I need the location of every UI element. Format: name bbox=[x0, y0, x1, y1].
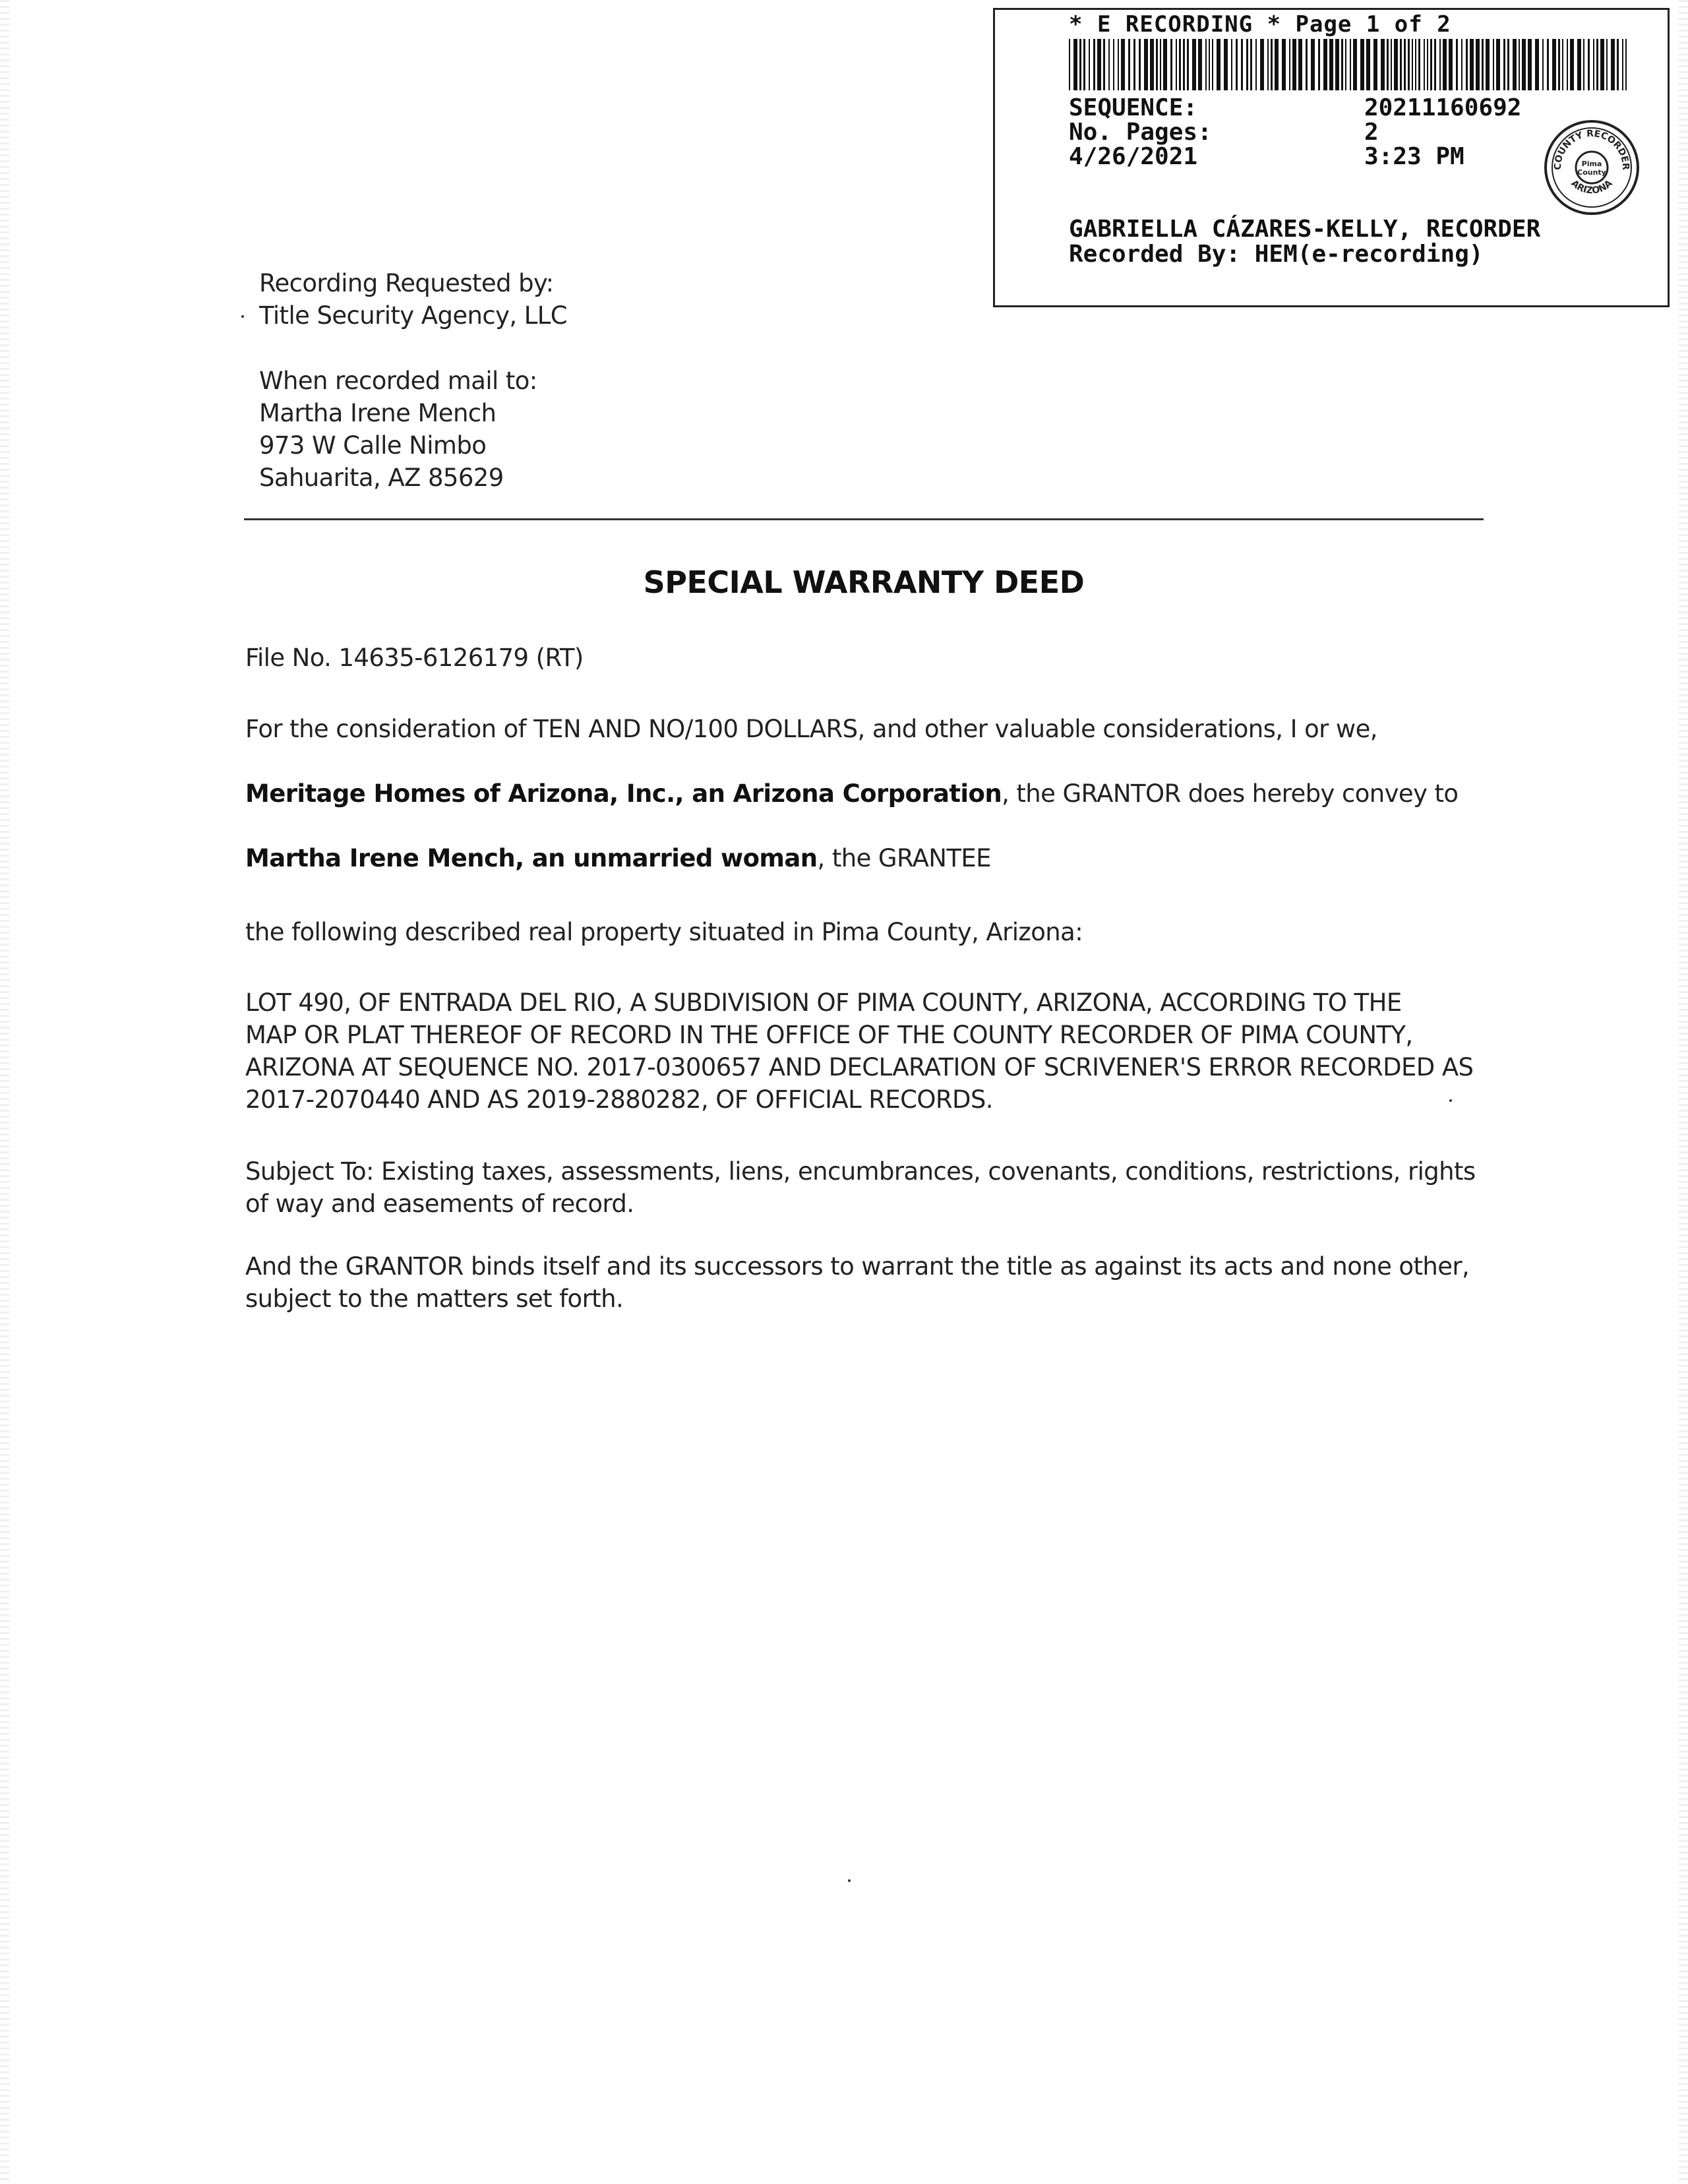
barcode-bar bbox=[1373, 39, 1377, 90]
barcode-bar bbox=[1542, 39, 1544, 90]
barcode-bar bbox=[1298, 39, 1302, 90]
scan-speck bbox=[1449, 1099, 1452, 1102]
barcode-bar bbox=[1192, 39, 1196, 90]
barcode-bar bbox=[1522, 39, 1526, 90]
barcode-bar bbox=[1275, 39, 1279, 90]
recorded-by: Recorded By: HEM(e-recording) bbox=[1069, 241, 1484, 268]
subject-line: of way and easements of record. bbox=[245, 1190, 634, 1218]
barcode-bar bbox=[1118, 39, 1119, 90]
barcode-bar bbox=[1255, 39, 1257, 90]
barcode-bar bbox=[1183, 39, 1185, 90]
barcode-bar bbox=[1496, 39, 1500, 90]
barcode-bar bbox=[1596, 39, 1598, 90]
barcode-bar bbox=[1470, 39, 1474, 90]
barcode-bar bbox=[1069, 39, 1070, 90]
barcode-bar bbox=[1513, 39, 1517, 90]
scan-edge-right bbox=[1679, 0, 1688, 2184]
legal-line: MAP OR PLAT THEREOF OF RECORD IN THE OFFICE OF THE COUNTY RECORDER OF PIMA COUNTY, bbox=[245, 1021, 1413, 1049]
barcode-bar bbox=[1224, 39, 1228, 90]
mail-to-city: Sahuarita, AZ 85629 bbox=[259, 464, 504, 492]
barcode-bar bbox=[1387, 39, 1389, 90]
barcode-bar bbox=[1083, 39, 1085, 90]
barcode-bar bbox=[1121, 39, 1125, 90]
barcode-bar bbox=[1507, 39, 1509, 90]
sequence-label: SEQUENCE: bbox=[1069, 94, 1198, 121]
barcode-bar bbox=[1625, 39, 1627, 90]
barcode-bar bbox=[1570, 39, 1574, 90]
requested-by-agency: Title Security Agency, LLC bbox=[259, 301, 567, 330]
mail-to-street: 973 W Calle Nimbo bbox=[259, 431, 487, 460]
barcode-bar bbox=[1427, 39, 1428, 90]
barcode-bar bbox=[1606, 39, 1608, 90]
county-recorder-seal-icon bbox=[1542, 118, 1641, 217]
barcode-bar bbox=[1430, 39, 1432, 90]
barcode-bar bbox=[1113, 39, 1114, 90]
recording-stamp bbox=[993, 8, 1670, 307]
barcode-bar bbox=[1503, 39, 1505, 90]
barcode-bar bbox=[1093, 39, 1095, 90]
barcode-bar bbox=[1404, 39, 1406, 90]
pages-value: 2 bbox=[1364, 119, 1379, 146]
pages-label: No. Pages: bbox=[1069, 119, 1212, 146]
barcode-bar bbox=[1311, 39, 1315, 90]
barcode-bar bbox=[1381, 39, 1385, 90]
scan-speck bbox=[848, 1879, 851, 1882]
barcode-bar bbox=[1482, 39, 1484, 90]
barcode-bar bbox=[1160, 39, 1161, 90]
barcode-bar bbox=[1073, 39, 1077, 90]
barcode-bar bbox=[1418, 39, 1420, 90]
barcode-bar bbox=[1144, 39, 1148, 90]
svg-text:County: County bbox=[1577, 168, 1606, 177]
barcode-bar bbox=[1466, 39, 1468, 90]
barcode bbox=[1069, 39, 1629, 90]
barcode-bar bbox=[1360, 39, 1364, 90]
barcode-bar bbox=[1528, 39, 1532, 90]
barcode-bar bbox=[1567, 39, 1568, 90]
barcode-bar bbox=[1289, 39, 1290, 90]
subject-to-clause bbox=[245, 1155, 1476, 1220]
barcode-bar bbox=[1558, 39, 1560, 90]
barcode-bar bbox=[1456, 39, 1458, 90]
barcode-bar bbox=[1128, 39, 1130, 90]
barcode-bar bbox=[1179, 39, 1181, 90]
barcode-bar bbox=[1366, 39, 1370, 90]
property-intro: the following described real property situated in Pima County, Arizona: bbox=[245, 918, 1083, 946]
barcode-bar bbox=[1318, 39, 1320, 90]
barcode-bar bbox=[1617, 39, 1619, 90]
barcode-bar bbox=[1562, 39, 1563, 90]
record-time: 3:23 PM bbox=[1364, 143, 1464, 170]
svg-text:COUNTY RECORDER: COUNTY RECORDER bbox=[1552, 128, 1631, 171]
barcode-bar bbox=[1205, 39, 1207, 90]
header-divider bbox=[244, 518, 1484, 520]
grantor-clause-rest: , the GRANTOR does hereby convey to bbox=[1002, 779, 1459, 808]
barcode-bar bbox=[1611, 39, 1615, 90]
scan-speck bbox=[241, 315, 244, 318]
barcode-bar bbox=[1089, 39, 1090, 90]
recorder-name: GABRIELLA CÁZARES-KELLY, RECORDER bbox=[1069, 216, 1541, 243]
barcode-bar bbox=[1231, 39, 1232, 90]
barcode-bar bbox=[1323, 39, 1327, 90]
barcode-bar bbox=[1163, 39, 1167, 90]
barcode-bar bbox=[1282, 39, 1286, 90]
grantee-name: Martha Irene Mench, an unmarried woman bbox=[245, 844, 818, 872]
stamp-header: * E RECORDING * Page 1 of 2 bbox=[1069, 11, 1451, 38]
barcode-bar bbox=[1241, 39, 1243, 90]
barcode-bar bbox=[1271, 39, 1273, 90]
barcode-bar bbox=[1108, 39, 1110, 90]
barcode-bar bbox=[1353, 39, 1357, 90]
document-title: SPECIAL WARRANTY DEED bbox=[643, 564, 1085, 600]
barcode-bar bbox=[1341, 39, 1343, 90]
legal-description bbox=[245, 986, 1473, 1116]
barcode-bar bbox=[1170, 39, 1172, 90]
legal-line: 2017-2070440 AND AS 2019-2880282, OF OFFICIAL RECORDS. bbox=[245, 1085, 993, 1114]
barcode-bar bbox=[1267, 39, 1269, 90]
consideration-clause: For the consideration of TEN AND NO/100 DOLLARS, and other valuable considerations, I or we, bbox=[245, 715, 1377, 743]
barcode-bar bbox=[1345, 39, 1346, 90]
barcode-bar bbox=[1519, 39, 1520, 90]
barcode-bar bbox=[1209, 39, 1210, 90]
barcode-bar bbox=[1583, 39, 1584, 90]
barcode-bar bbox=[1552, 39, 1556, 90]
grantor-clause bbox=[245, 779, 1458, 808]
barcode-bar bbox=[1097, 39, 1101, 90]
barcode-bar bbox=[1408, 39, 1410, 90]
barcode-bar bbox=[1439, 39, 1441, 90]
barcode-bar bbox=[1588, 39, 1590, 90]
barcode-bar bbox=[1329, 39, 1333, 90]
barcode-bar bbox=[1434, 39, 1436, 90]
record-date: 4/26/2021 bbox=[1069, 143, 1198, 170]
file-number: File No. 14635-6126179 (RT) bbox=[245, 644, 584, 672]
barcode-bar bbox=[1260, 39, 1264, 90]
legal-line: LOT 490, OF ENTRADA DEL RIO, A SUBDIVISION OF PIMA COUNTY, ARIZONA, ACCORDING TO THE bbox=[245, 988, 1402, 1017]
mail-to-label: When recorded mail to: bbox=[259, 367, 537, 395]
barcode-bar bbox=[1217, 39, 1221, 90]
barcode-bar bbox=[1079, 39, 1081, 90]
grantee-clause-rest: , the GRANTEE bbox=[817, 844, 991, 872]
barcode-bar bbox=[1246, 39, 1248, 90]
barcode-bar bbox=[1535, 39, 1539, 90]
barcode-bar bbox=[1412, 39, 1413, 90]
barcode-bar bbox=[1306, 39, 1308, 90]
barcode-bar bbox=[1391, 39, 1392, 90]
barcode-bar bbox=[1176, 39, 1177, 90]
requested-by-label: Recording Requested by: bbox=[259, 269, 554, 297]
warranty-line: And the GRANTOR binds itself and its successors to warrant the title as against its acts and none other, bbox=[245, 1252, 1470, 1281]
barcode-bar bbox=[1400, 39, 1402, 90]
barcode-bar bbox=[1415, 39, 1416, 90]
barcode-bar bbox=[1335, 39, 1339, 90]
barcode-bar bbox=[1139, 39, 1141, 90]
svg-text:ARIZONA: ARIZONA bbox=[1569, 178, 1615, 197]
grantee-clause bbox=[245, 844, 991, 872]
barcode-bar bbox=[1212, 39, 1213, 90]
barcode-bar bbox=[1622, 39, 1623, 90]
barcode-bar bbox=[1150, 39, 1154, 90]
barcode-bar bbox=[1424, 39, 1425, 90]
barcode-bar bbox=[1133, 39, 1135, 90]
barcode-bar bbox=[1156, 39, 1158, 90]
barcode-bar bbox=[1350, 39, 1351, 90]
barcode-bar bbox=[1394, 39, 1398, 90]
mail-to-name: Martha Irene Mench bbox=[259, 399, 497, 427]
barcode-bar bbox=[1493, 39, 1494, 90]
barcode-bar bbox=[1236, 39, 1238, 90]
barcode-bar bbox=[1187, 39, 1189, 90]
scan-edge-left bbox=[0, 0, 9, 2184]
grantor-name: Meritage Homes of Arizona, Inc., an Arizona Corporation bbox=[245, 779, 1002, 808]
legal-line: ARIZONA AT SEQUENCE NO. 2017-0300657 AND DECLARATION OF SCRIVENER'S ERROR RECORDED AS bbox=[245, 1053, 1474, 1081]
barcode-bar bbox=[1476, 39, 1480, 90]
barcode-bar bbox=[1600, 39, 1604, 90]
barcode-bar bbox=[1577, 39, 1581, 90]
svg-text:Pima: Pima bbox=[1581, 160, 1602, 168]
barcode-bar bbox=[1486, 39, 1490, 90]
barcode-bar bbox=[1443, 39, 1447, 90]
barcode-bar bbox=[1547, 39, 1549, 90]
sequence-value: 20211160692 bbox=[1364, 94, 1522, 121]
barcode-bar bbox=[1292, 39, 1296, 90]
subject-line: Subject To: Existing taxes, assessments, liens, encumbrances, covenants, conditions, restrictions, rights bbox=[245, 1157, 1476, 1186]
barcode-bar bbox=[1461, 39, 1462, 90]
warranty-line: subject to the matters set forth. bbox=[245, 1285, 624, 1313]
barcode-bar bbox=[1198, 39, 1202, 90]
barcode-bar bbox=[1103, 39, 1105, 90]
barcode-bar bbox=[1250, 39, 1252, 90]
barcode-bar bbox=[1593, 39, 1594, 90]
warranty-clause bbox=[245, 1250, 1469, 1315]
barcode-bar bbox=[1449, 39, 1453, 90]
